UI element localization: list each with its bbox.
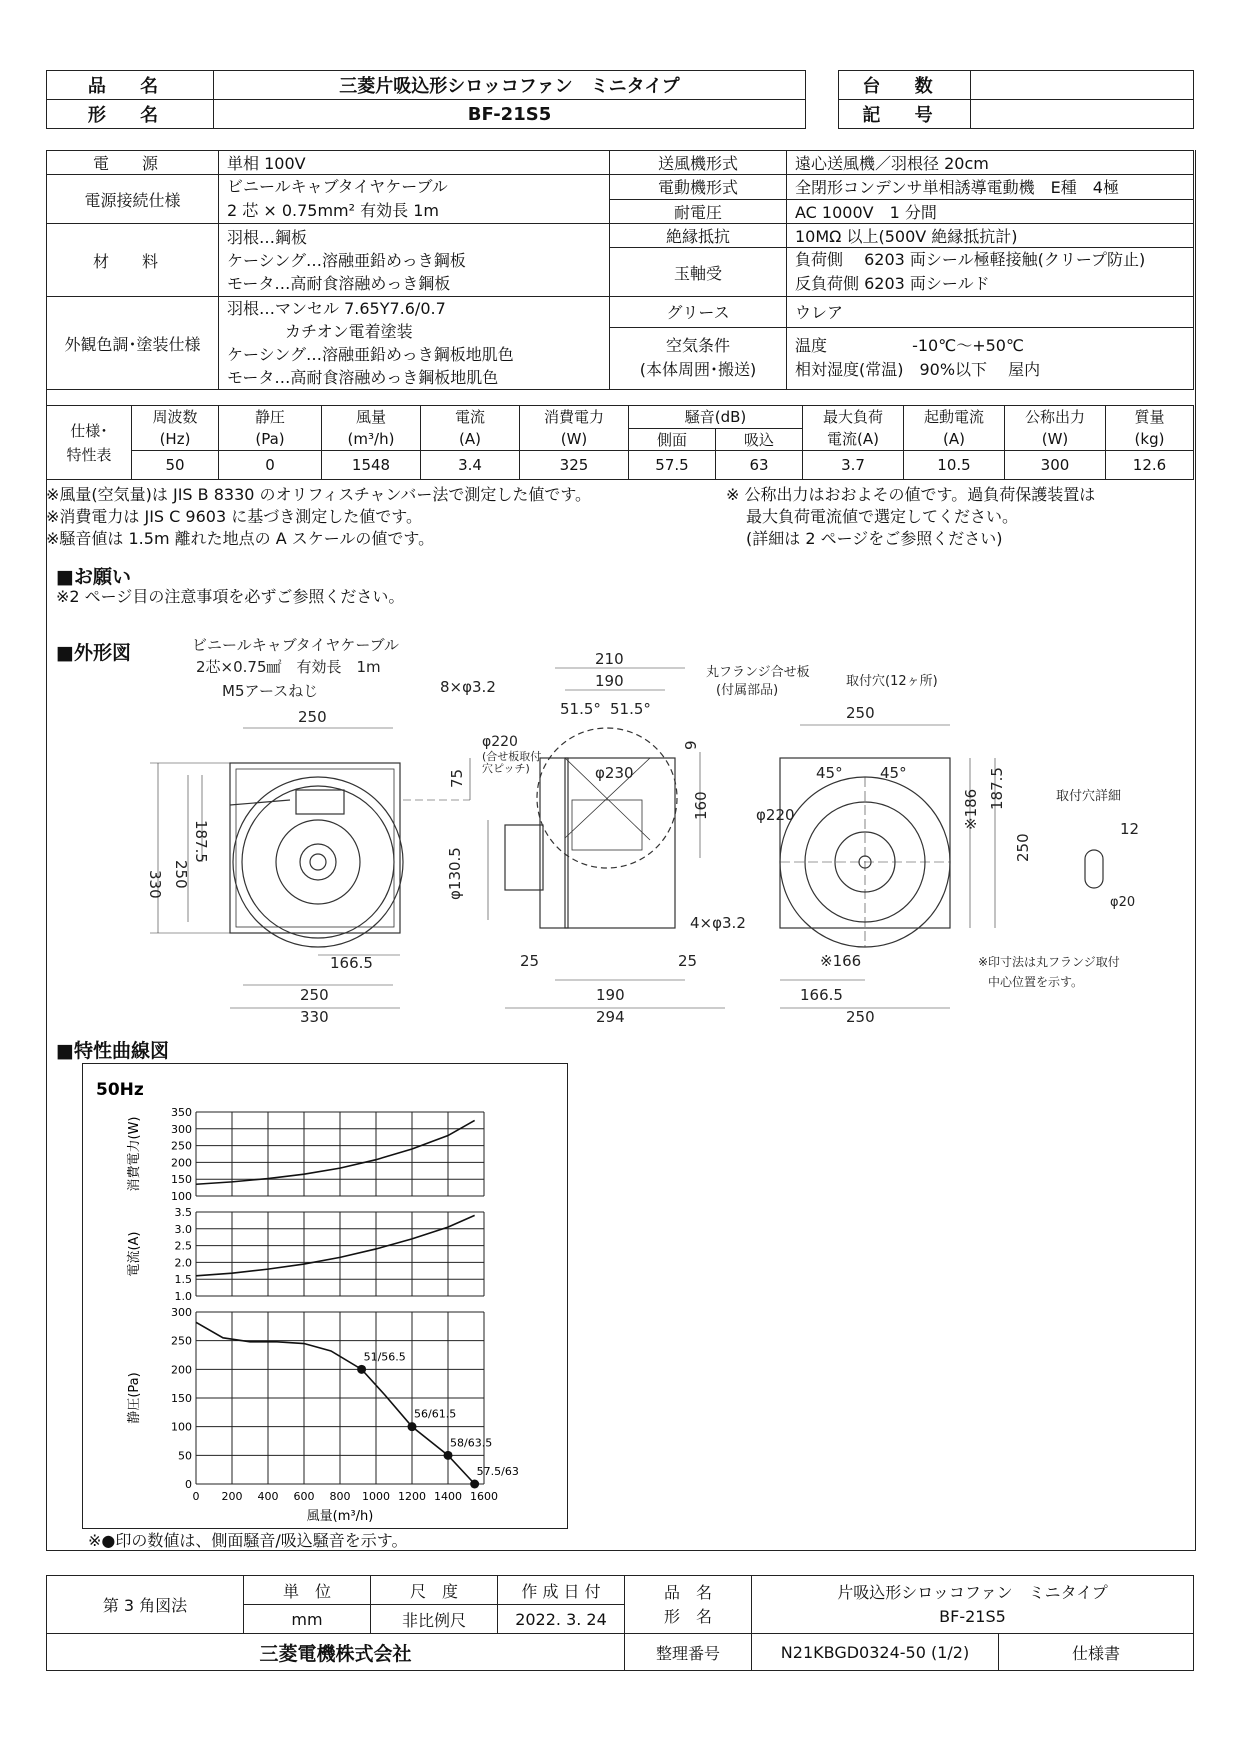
u-cur: (A) [459,430,481,448]
h-maxcur-2: 電流(A) [827,430,879,448]
u-mass: (kg) [1134,430,1165,448]
finish-1: 羽根…マンセル 7.65Y7.6/0.7 [227,299,446,318]
note-3: ※騒音値は 1.5m 離れた地点の A スケールの値です。 [46,529,435,548]
material-1: 羽根…鋼板 [227,227,308,247]
product-name-label: 品 名 [47,71,214,100]
footer-name: 片吸込形シロッコファン ミニタイプ [837,1582,1108,1602]
scale-label: 尺 度 [371,1576,498,1605]
bearing-2: 反負荷側 6203 両シールド [795,274,990,293]
bearing-1: 負荷側 6203 両シール極軽接触(クリープ防止) [795,250,1146,269]
phi-20: φ20 [1110,895,1136,910]
v-start: 10.5 [904,451,1005,480]
footer-model-label: 形 名 [663,1606,712,1626]
dim-210: 210 [595,650,624,668]
note-1: ※風量(空気量)は JIS B 8330 のオリフィスチャンバー法で測定した値です。 [46,485,592,504]
noise-point-label: 57.5/63 [476,1465,519,1478]
finish-3: ケーシング…溶融亜鉛めっき鋼板地肌色 [227,345,514,364]
series-line [196,1120,475,1184]
insulation: 10MΩ 以上(500V 絶縁抵抗計) [787,224,1194,248]
note-6: (詳細は 2 ページをご参照ください) [746,529,1003,548]
model-label: 形 名 [47,100,214,129]
company: 三菱電機株式会社 [47,1634,625,1671]
cable-label-2: 2芯×0.75㎟ 有効長 1m [196,658,381,676]
y-tick-label: 350 [171,1106,192,1119]
y-tick-label: 100 [171,1420,192,1434]
model: BF-21S5 [214,100,806,129]
phi-230: φ230 [595,764,634,782]
y-axis-label: 静圧(Pa) [127,1372,142,1424]
star-note-1: ※印寸法は丸フランジ取付 [978,955,1120,969]
h-pow: 消費電力 [543,408,604,426]
phi-220-back: φ220 [756,806,795,824]
material-2: ケーシング…溶融亜鉛めっき鋼板 [227,250,466,270]
mount-detail-label: 取付穴詳細 [1056,789,1122,804]
footer-table [46,1575,1194,1671]
air-1: 温度 -10℃～+50℃ [795,336,1024,356]
dim-190-bottom: 190 [596,986,625,1004]
finish-label: 外観色調･塗装仕様 [47,297,219,390]
date-label: 作 成 日 付 [498,1576,625,1605]
h-cur: 電流 [454,408,485,426]
flange-label-1: 丸フランジ合せ板 [706,665,810,680]
curve-note: ※●印の数値は、側面騒音/吸込騒音を示す。 [88,1531,408,1550]
dim-187-back: 187.5 [988,767,1006,810]
x-tick-label: 0 [192,1490,200,1503]
noise-point-label: 51/56.5 [363,1350,406,1364]
grease-label: グリース [610,297,787,328]
char-row-label-2: 特性表 [66,445,112,464]
chart-title: 50Hz [96,1080,144,1100]
v-maxcur: 3.7 [803,451,904,480]
noise-point [470,1480,479,1489]
x-tick-label: 1600 [470,1490,498,1503]
y-tick-label: 200 [171,1363,192,1377]
dim-166-star: ※166 [820,952,862,970]
star-note-2: 中心位置を示す。 [988,975,1084,989]
withstand: AC 1000V 1 分間 [787,199,1194,224]
air-label-2: (本体周囲･搬送) [639,360,757,380]
power: 単相 100V [219,151,610,175]
x-tick-label: 1000 [362,1490,390,1503]
dim-330-bottom: 330 [300,1008,329,1026]
power-label: 電 源 [47,151,219,175]
x-tick-label: 1200 [398,1490,426,1503]
y-tick-label: 3.0 [174,1222,192,1236]
insulation-label: 絶縁抵抗 [610,224,787,248]
y-tick-label: 2.0 [174,1256,192,1270]
hole-8-label: 8×φ3.2 [440,678,496,696]
h-noise: 騒音(dB) [629,406,803,429]
angle-45-left: 45° [816,764,843,782]
dim-250-back-side: 250 [1014,833,1032,862]
unit-label: 単 位 [244,1576,371,1605]
v-air: 1548 [322,451,421,480]
earth-label: M5アースねじ [222,682,319,700]
dim-190-top: 190 [595,672,624,690]
dim-330-side: 330 [146,870,164,899]
note-2: ※消費電力は JIS C 9603 に基づき測定した値です。 [46,507,422,526]
date: 2022. 3. 24 [498,1605,625,1634]
quantity-label: 台 数 [839,71,971,100]
noise-point-label: 58/63.5 [450,1436,493,1450]
note-5: 最大負荷電流値で選定してください。 [746,507,1019,526]
dim-294: 294 [596,1008,625,1026]
x-tick-label: 1400 [434,1490,462,1503]
dim-75: 75 [448,768,466,788]
v-pow: 325 [520,451,629,480]
angle-45-right: 45° [880,764,907,782]
scale: 非比例尺 [371,1605,498,1634]
h-sp: 静圧 [254,408,285,426]
y-tick-label: 250 [171,1139,192,1153]
v-side: 57.5 [629,451,716,480]
mount-hole-label: 取付穴(12ヶ所) [846,674,938,689]
dim-187-side: 187.5 [192,820,210,863]
u-sp: (Pa) [255,430,285,448]
v-cur: 3.4 [421,451,520,480]
bearing-label: 玉軸受 [610,248,787,297]
outline-heading: ■外形図 [56,642,131,664]
dim-186: ※186 [962,788,980,830]
h-suction: 吸込 [716,428,803,451]
x-tick-label: 800 [329,1490,351,1503]
x-axis-label: 風量(m³/h) [306,1509,374,1524]
y-tick-label: 1.5 [174,1273,192,1287]
dim-25-left: 25 [520,952,540,970]
footer-model: BF-21S5 [939,1606,1006,1626]
angle-1: 51.5° [560,700,601,718]
h-mass: 質量 [1134,408,1165,426]
y-tick-label: 200 [171,1156,192,1170]
y-tick-label: 250 [171,1334,192,1348]
y-tick-label: 2.5 [174,1239,192,1253]
h-start: 起動電流 [923,408,984,426]
dim-160: 160 [692,791,710,820]
request-heading: ■お願い [56,566,131,588]
y-tick-label: 0 [185,1478,192,1491]
phi-220-note-2: 穴ピッチ) [482,762,530,775]
u-air: (m³/h) [347,430,395,448]
dim-250-bottom: 250 [300,986,329,1004]
ref: N21KBGD0324-50 (1/2) [752,1634,999,1671]
y-axis-label: 消費電力(W) [127,1116,142,1192]
dim-166: 166.5 [330,954,373,972]
motor-label: 電動機形式 [610,175,787,200]
y-tick-label: 300 [171,1122,192,1136]
product-name: 三菱片吸込形シロッコファン ミニタイプ [214,71,806,100]
blower-label: 送風機形式 [610,151,787,175]
phi-220-side: φ220 [482,734,518,750]
material-3: モータ…高耐食溶融めっき鋼板 [227,273,451,293]
connection-label: 電源接続仕様 [47,175,219,224]
dim-250-back-top: 250 [846,704,875,722]
y-tick-label: 3.5 [174,1206,192,1219]
footer-name-label: 品 名 [663,1582,712,1602]
doctype: 仕様書 [999,1634,1194,1671]
hole-4-label: 4×φ3.2 [690,914,746,932]
angle-2: 51.5° [610,700,651,718]
noise-point-label: 56/61.5 [414,1407,457,1421]
h-freq: 周波数 [152,408,198,426]
y-tick-label: 150 [171,1173,192,1187]
y-tick-label: 150 [171,1392,192,1405]
x-tick-label: 200 [221,1490,243,1503]
material-label: 材 料 [47,224,219,297]
phi-220-note-1: (合せ板取付 [482,750,542,763]
dim-250-side: 250 [172,860,190,889]
v-freq: 50 [132,451,219,480]
h-side: 側面 [629,428,716,451]
connection-1: ビニールキャブタイヤケーブル [227,177,448,196]
grease: ウレア [787,297,1194,328]
v-rated: 300 [1005,451,1106,480]
y-tick-label: 1.0 [174,1290,192,1303]
u-freq: (Hz) [159,430,191,448]
dim-250-top: 250 [298,708,327,726]
dim-9: 9 [682,740,700,750]
cable-label-1: ビニールキャブタイヤケーブル [192,636,400,654]
v-mass: 12.6 [1106,451,1194,480]
y-tick-label: 300 [171,1306,192,1319]
unit: mm [244,1605,371,1634]
phi-130: φ130.5 [446,847,464,900]
noise-point [444,1451,453,1460]
curve-heading: ■特性曲線図 [56,1040,169,1062]
blower: 遠心送風機／羽根径 20cm [787,151,1194,175]
y-tick-label: 50 [178,1449,192,1463]
v-suction: 63 [716,451,803,480]
u-rated: (W) [1041,430,1069,448]
series-line [196,1322,475,1484]
h-air: 風量 [355,408,386,426]
v-sp: 0 [219,451,322,480]
request-text: ※2 ページ目の注意事項を必ずご参照ください。 [56,587,405,606]
motor: 全閉形コンデンサ単相誘導電動機 E種 4極 [787,175,1194,200]
y-axis-label: 電流(A) [127,1231,142,1277]
air-label-1: 空気条件 [665,336,730,356]
x-tick-label: 600 [293,1490,315,1503]
noise-point [357,1365,366,1374]
noise-point [408,1422,417,1431]
y-tick-label: 100 [171,1190,192,1203]
dim-25-right: 25 [678,952,698,970]
dim-12: 12 [1120,820,1140,838]
u-start: (A) [943,430,965,448]
projection: 第 3 角図法 [47,1576,244,1634]
symbol-label: 記 号 [839,100,971,129]
connection-2: 2 芯 × 0.75mm² 有効長 1m [227,201,439,220]
char-row-label-1: 仕様･ [70,421,108,440]
x-tick-label: 400 [257,1490,279,1503]
ref-label: 整理番号 [625,1634,752,1671]
h-rated: 公称出力 [1024,408,1085,426]
h-maxcur-1: 最大負荷 [822,408,883,426]
finish-4: モータ…高耐食溶融めっき鋼板地肌色 [227,368,499,387]
note-4: ※ 公称出力はおおよその値です。過負荷保護装置は [726,485,1096,504]
finish-2: カチオン電着塗装 [285,322,413,341]
withstand-label: 耐電圧 [610,199,787,224]
flange-label-2: (付属部品) [716,683,779,698]
dim-166-back: 166.5 [800,986,843,1004]
dim-250-back-bottom: 250 [846,1008,875,1026]
air-2: 相対湿度(常温) 90%以下 屋内 [795,360,1041,380]
u-pow: (W) [560,430,588,448]
